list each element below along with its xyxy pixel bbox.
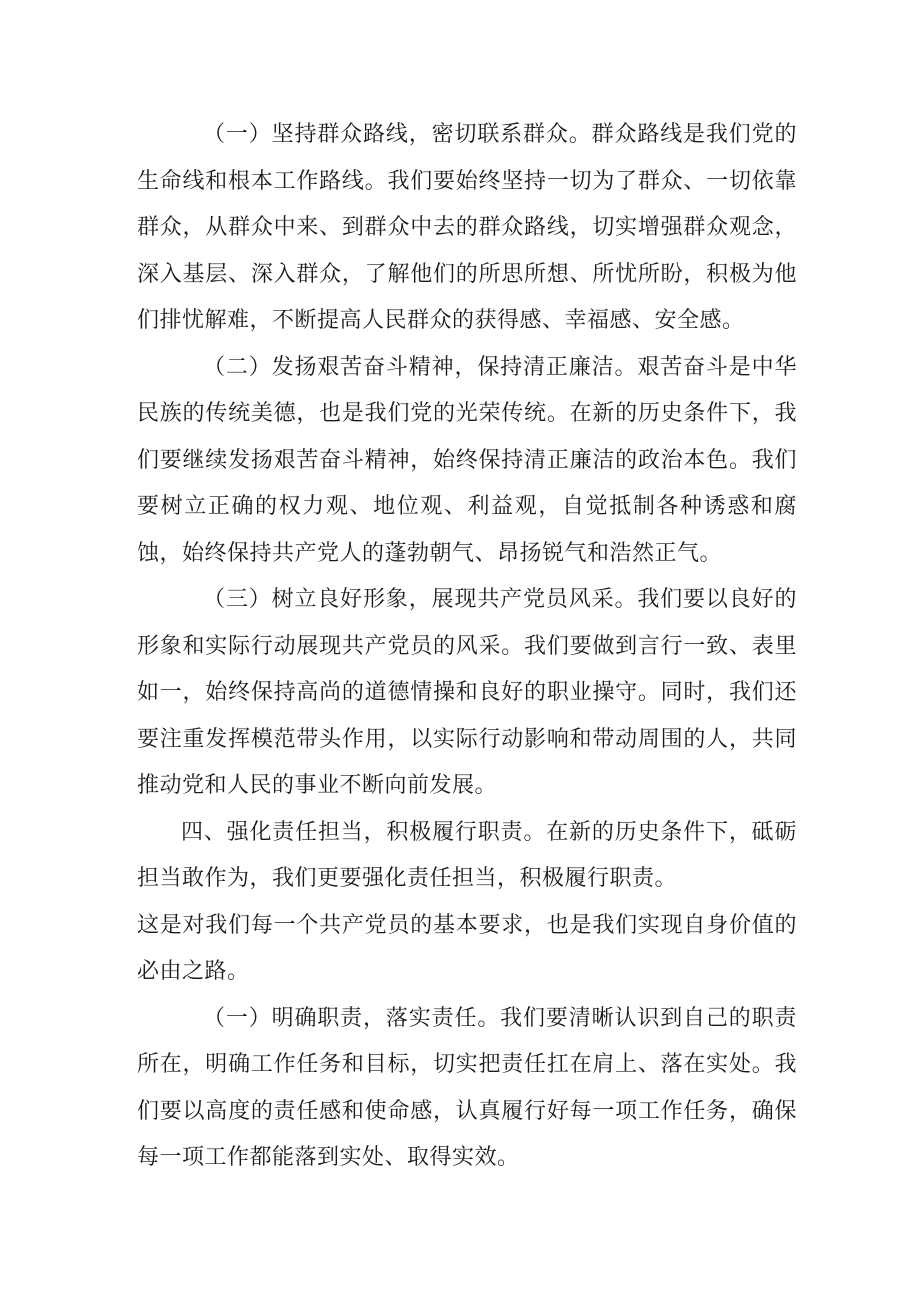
paragraph-4: 四、强化责任担当，积极履行职责。在新的历史条件下，砥砺担当敢作为，我们更要强化责任担当，积极履行职责。 bbox=[137, 819, 797, 891]
paragraph-1: （一）坚持群众路线，密切联系群众。群众路线是我们党的生命线和根本工作路线。我们要始终坚持一切为了群众、一切依靠群众，从群众中来、到群众中去的群众路线，切实增强群众观念，深入基层、深入群众，了解他们的所思所想、所忧所盼，积极为他们排忧解难，不断提高人民群众的获得感、幸福感、安全感。 bbox=[137, 122, 797, 333]
document-body bbox=[137, 112, 797, 1182]
paragraph-3: （三）树立良好形象，展现共产党员风采。我们要以良好的形象和实际行动展现共产党员的风采。我们要做到言行一致、表里如一，始终保持高尚的道德情操和良好的职业操守。同时，我们还要注重发挥模范带头作用，以实际行动影响和带动周围的人，共同推动党和人民的事业不断向前发展。 bbox=[137, 587, 797, 798]
paragraph-5: 这是对我们每一个共产党员的基本要求，也是我们实现自身价值的必由之路。 bbox=[137, 912, 797, 984]
paragraph-2: （二）发扬艰苦奋斗精神，保持清正廉洁。艰苦奋斗是中华民族的传统美德，也是我们党的光荣传统。在新的历史条件下，我们要继续发扬艰苦奋斗精神，始终保持清正廉洁的政治本色。我们要树立正确的权力观、地位观、利益观，自觉抵制各种诱惑和腐蚀，始终保持共产党人的蓬勃朝气、昂扬锐气和浩然正气。 bbox=[137, 354, 797, 566]
paragraph-6: （一）明确职责，落实责任。我们要清晰认识到自己的职责所在，明确工作任务和目标，切实把责任扛在肩上、落在实处。我们要以高度的责任感和使命感，认真履行好每一项工作任务，确保每一项工作都能落到实处、取得实效。 bbox=[137, 1005, 797, 1170]
